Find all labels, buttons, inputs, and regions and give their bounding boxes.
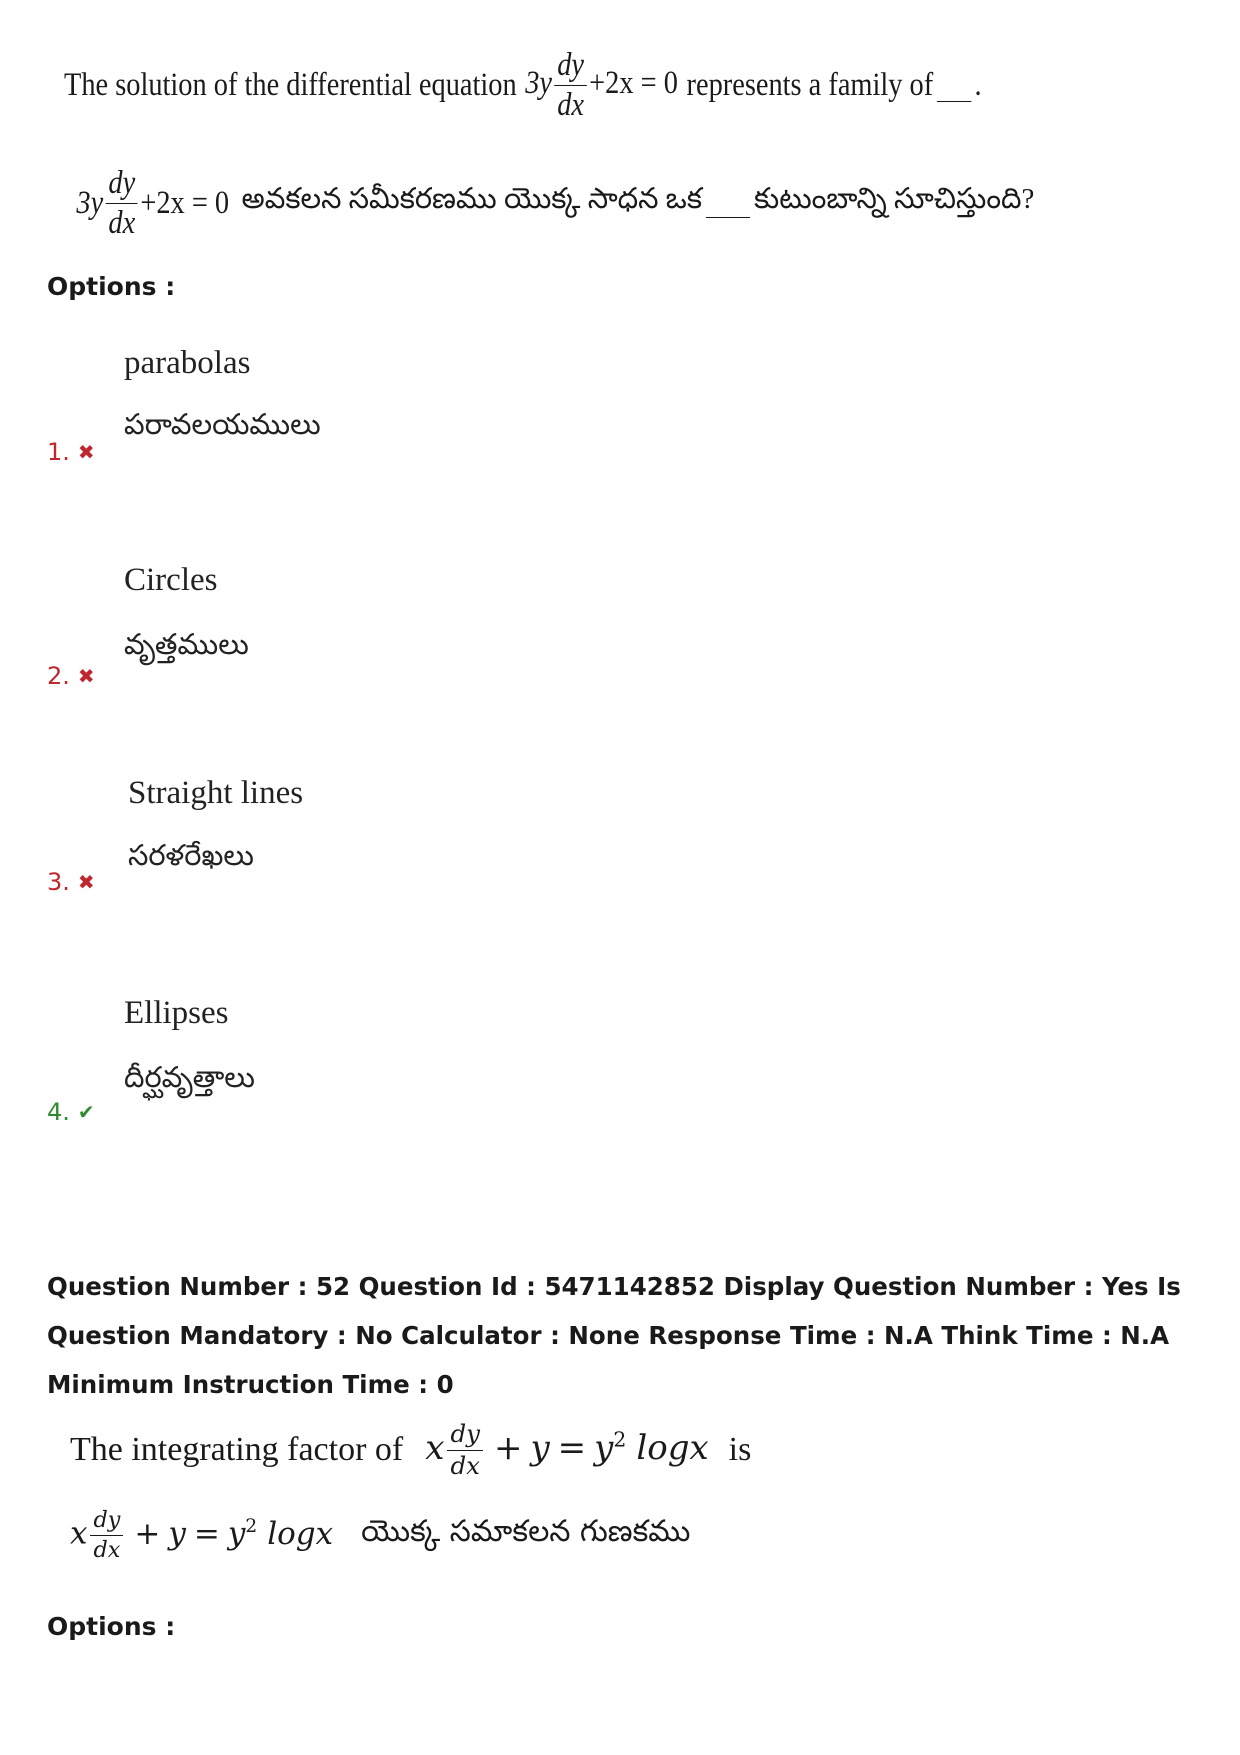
eq-fraction: [90, 1509, 123, 1561]
option-number: 3.: [47, 868, 70, 896]
equation-te: [70, 1509, 333, 1561]
stem-text: The integrating factor of: [70, 1431, 404, 1468]
stem-te-text: యొక్క సమాకలన గుణకము: [361, 1514, 691, 1549]
option-3-en: Straight lines: [128, 775, 304, 811]
eq-denominator: dx: [93, 1536, 121, 1563]
option-2-en: Circles: [124, 562, 218, 598]
option-2-number: [47, 662, 95, 690]
option-3-te: సరళరేఖలు: [128, 838, 254, 872]
options-label: Options :: [47, 1612, 176, 1641]
option-4-te: దీర్ఘవృత్తాలు: [124, 1060, 255, 1094]
eq-rest: +2x = 0: [140, 184, 230, 221]
stem-te-text: అవకలన సమీకరణము యొక్క సాధన ఒక: [241, 183, 703, 215]
stem-text-after: represents a family of: [686, 66, 934, 103]
eq-equals: =: [193, 1515, 220, 1552]
equation: [525, 46, 678, 123]
option-number: 2.: [47, 662, 70, 690]
eq-numerator: dy: [555, 49, 587, 86]
stem-te-end: కుటుంబాన్ని సూచిస్తుంది?: [754, 183, 1035, 215]
eq-equals: =: [557, 1428, 587, 1468]
eq-y2: y: [227, 1515, 246, 1552]
option-number: 4.: [47, 1098, 70, 1126]
wrong-mark-icon: ✖: [77, 664, 95, 688]
question-51-stem-en: [64, 40, 982, 130]
eq-coef: 3y: [76, 184, 104, 221]
answer-blank: [706, 188, 750, 218]
correct-mark-icon: ✔: [77, 1100, 95, 1124]
option-3-number: [47, 868, 95, 896]
eq-y: y: [168, 1515, 186, 1552]
stem-end: .: [974, 66, 982, 103]
eq-numerator: dy: [106, 167, 138, 204]
option-1-en: parabolas: [124, 345, 251, 381]
eq-denominator: dx: [108, 204, 136, 241]
eq-exponent: 2: [245, 1516, 258, 1538]
eq-numerator: dy: [90, 1509, 123, 1535]
options-label: Options :: [47, 272, 176, 301]
eq-fraction: [106, 164, 138, 241]
eq-numerator: dy: [447, 1422, 483, 1450]
wrong-mark-icon: ✖: [77, 440, 95, 464]
eq-fraction: [447, 1419, 483, 1480]
question-52-stem-te: [70, 1495, 690, 1575]
question-52-stem-en: [70, 1410, 751, 1490]
eq-plus: +: [493, 1428, 523, 1468]
eq-coef: 3y: [525, 64, 553, 101]
eq-y2: y: [594, 1428, 614, 1468]
eq-denominator: dx: [450, 1450, 480, 1480]
eq-x: x: [70, 1515, 88, 1552]
equation: [425, 1419, 709, 1480]
option-1-te: పరావలయములు: [124, 407, 321, 441]
eq-rest: +2x = 0: [589, 64, 678, 101]
eq-x: x: [425, 1428, 445, 1468]
eq-fraction: [555, 46, 587, 123]
answer-blank: [937, 68, 971, 102]
stem-text: The solution of the differential equation: [64, 66, 517, 103]
eq-plus: +: [134, 1515, 161, 1552]
option-number: 1.: [47, 438, 70, 466]
eq-log: logx: [267, 1515, 334, 1552]
eq-y: y: [530, 1428, 550, 1468]
eq-denominator: dx: [557, 86, 584, 123]
eq-log: logx: [636, 1428, 709, 1468]
option-4-en: Ellipses: [124, 995, 229, 1031]
eq-exponent: 2: [613, 1427, 627, 1452]
option-4-number: [47, 1098, 95, 1126]
question-51-stem-te: [64, 158, 1034, 248]
wrong-mark-icon: ✖: [77, 870, 95, 894]
question-52-meta: Question Number : 52 Question Id : 5471142852 Display Question Number : Yes Is Question Mandatory : No Calculator : None Response Time : N.A Think Time : N.A Minimum Instruction Time : 0: [47, 1272, 1181, 1399]
option-2-te: వృత్తములు: [124, 627, 249, 661]
stem-text-after: is: [728, 1431, 752, 1468]
option-1-number: [47, 438, 95, 466]
equation-te: [76, 164, 230, 241]
